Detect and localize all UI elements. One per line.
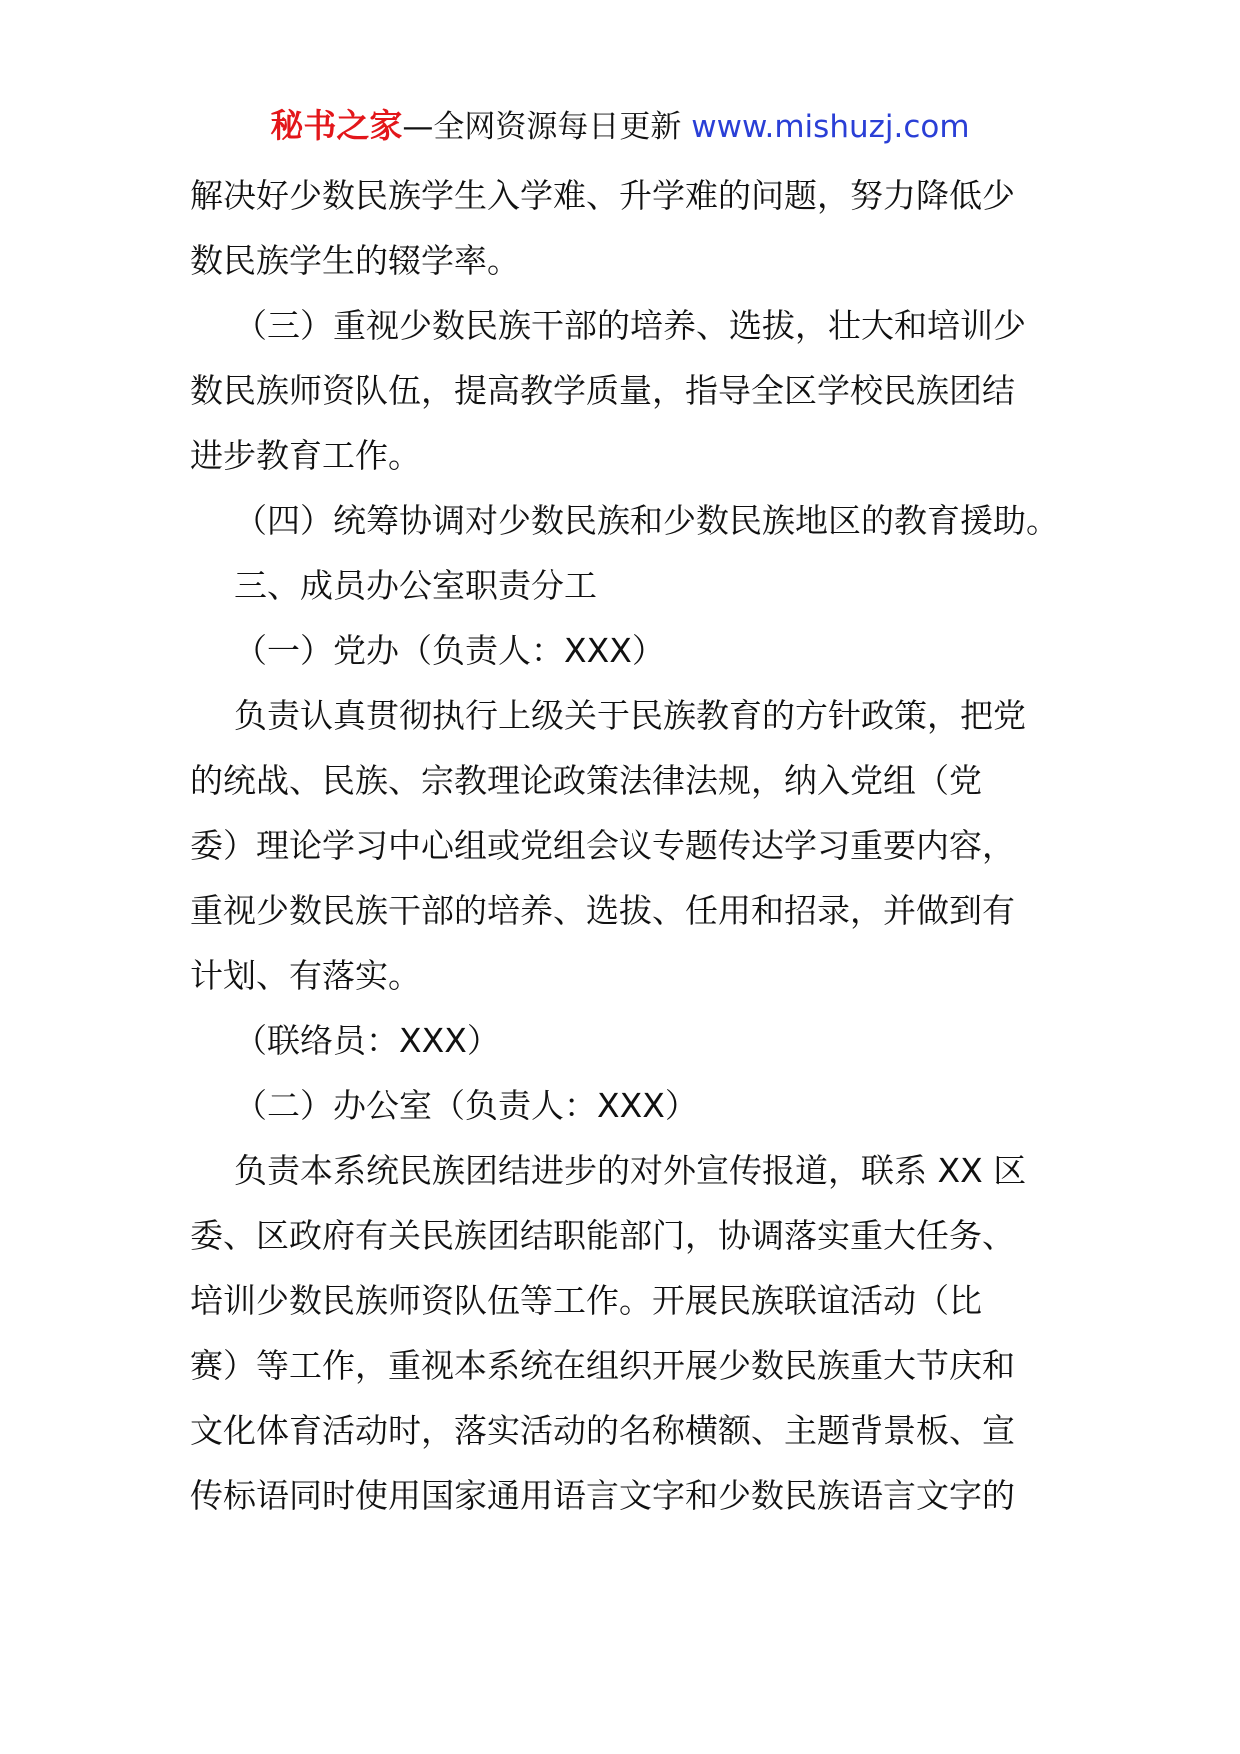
text-line: 负责本系统民族团结进步的对外宣传报道，联系 XX 区 — [234, 1151, 1027, 1190]
text-line: （四）统筹协调对少数民族和少数民族地区的教育援助。 — [234, 501, 1059, 540]
brand-name: 秘书之家 — [270, 106, 403, 145]
header-tagline: —全网资源每日更新 — [402, 109, 692, 145]
text-line: 委、区政府有关民族团结职能部门，协调落实重大任务、 — [190, 1216, 1015, 1255]
subsection-heading: （一）党办（负责人：XXX） — [234, 631, 665, 670]
text-line: 重视少数民族干部的培养、选拔、任用和招录，并做到有 — [190, 891, 1015, 930]
text-line: 委）理论学习中心组或党组会议专题传达学习重要内容， — [190, 826, 1015, 865]
text-line: 计划、有落实。 — [190, 956, 421, 995]
header-url-link[interactable]: www.mishuzj.com — [691, 109, 970, 145]
text-line: 的统战、民族、宗教理论政策法律法规，纳入党组（党 — [190, 761, 982, 800]
text-line: 负责认真贯彻执行上级关于民族教育的方针政策，把党 — [234, 696, 1026, 735]
text-line: 数民族学生的辍学率。 — [190, 241, 520, 280]
text-line: （三）重视少数民族干部的培养、选拔，壮大和培训少 — [234, 306, 1026, 345]
text-line: 数民族师资队伍，提高教学质量，指导全区学校民族团结 — [190, 371, 1015, 410]
subsection-heading: （二）办公室（负责人：XXX） — [234, 1086, 698, 1125]
section-heading: 三、成员办公室职责分工 — [234, 566, 597, 605]
text-line: 解决好少数民族学生入学难、升学难的问题，努力降低少 — [190, 176, 1015, 215]
text-line: 培训少数民族师资队伍等工作。开展民族联谊活动（比 — [190, 1281, 982, 1320]
page-header — [0, 100, 1240, 153]
text-line: 传标语同时使用国家通用语言文字和少数民族语言文字的 — [190, 1476, 1015, 1515]
document-body — [190, 163, 1070, 1528]
text-line: 文化体育活动时，落实活动的名称横额、主题背景板、宣 — [190, 1411, 1015, 1450]
text-line: 进步教育工作。 — [190, 436, 421, 475]
text-line: （联络员：XXX） — [234, 1021, 500, 1060]
text-line: 赛）等工作，重视本系统在组织开展少数民族重大节庆和 — [190, 1346, 1015, 1385]
